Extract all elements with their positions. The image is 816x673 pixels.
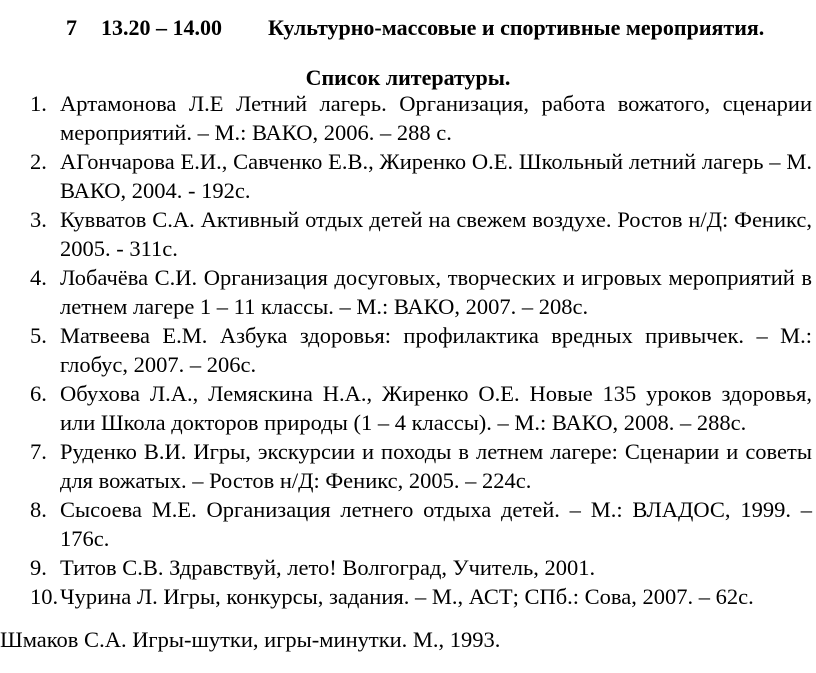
list-item [0, 89, 812, 147]
list-item [0, 582, 812, 611]
list-item-number: 2. [30, 149, 47, 174]
list-item-text: Матвеева Е.М. Азбука здоровья: профилактика вредных привычек. – М.: глобус, 2007. – 206с. [60, 323, 812, 377]
list-item [0, 205, 812, 263]
list-item-number: 5. [30, 323, 47, 348]
bibliography-heading: Список литературы. [305, 65, 511, 90]
list-item-number: 9. [30, 555, 47, 580]
list-item-text: Чурина Л. Игры, конкурсы, задания. – М., АСТ; СПб.: Сова, 2007. – 62с. [60, 584, 754, 609]
schedule-time: 13.20 – 14.00 [101, 15, 222, 40]
list-item-text: Титов С.В. Здравствуй, лето! Волгоград, Учитель, 2001. [60, 555, 596, 580]
schedule-number: 7 [66, 15, 77, 40]
list-item [0, 147, 812, 205]
list-item-text: Руденко В.И. Игры, экскурсии и походы в летнем лагере: Сценарии и советы для вожатых. – Ростов н/Д: Феникс, 2005. – 224с. [60, 439, 812, 493]
unnumbered-reference: Шмаков С.А. Игры-шутки, игры-минутки. М., 1993. [0, 627, 501, 652]
list-item-number: 10. [30, 584, 59, 609]
schedule-activity: Культурно-массовые и спортивные мероприятия. [268, 15, 765, 40]
list-item-text: Обухова Л.А., Лемяскина Н.А., Жиренко О.Е. Новые 135 уроков здоровья, или Школа докторов природы (1 – 4 классы). – М.: ВАКО, 2008. – 288с. [60, 381, 812, 435]
list-item [0, 495, 812, 553]
list-item-text: Лобачёва С.И. Организация досуговых, творческих и игровых мероприятий в летнем лагере 1 – 11 классы. – М.: ВАКО, 2007. – 208с. [60, 265, 812, 319]
list-item-number: 7. [30, 439, 47, 464]
bibliography-list [0, 89, 816, 611]
list-item [0, 263, 812, 321]
list-item-text: Сысоева М.Е. Организация летнего отдыха детей. – М.: ВЛАДОС, 1999. – 176с. [60, 497, 812, 551]
list-item-number: 3. [30, 207, 47, 232]
list-item [0, 553, 812, 582]
list-item [0, 437, 812, 495]
list-item-text: Кувватов С.А. Активный отдых детей на свежем воздухе. Ростов н/Д: Феникс, 2005. - 311с. [60, 207, 812, 261]
list-item-number: 8. [30, 497, 47, 522]
list-item-text: Артамонова Л.Е Летний лагерь. Организация, работа вожатого, сценарии мероприятий. – М.: ВАКО, 2006. – 288 с. [60, 91, 812, 145]
list-item [0, 379, 812, 437]
list-item [0, 321, 812, 379]
list-item-text: АГончарова Е.И., Савченко Е.В., Жиренко О.Е. Школьный летний лагерь – М. ВАКО, 2004. - 192с. [60, 149, 812, 203]
list-item-number: 1. [30, 91, 47, 116]
list-item-number: 4. [30, 265, 47, 290]
list-item-number: 6. [30, 381, 47, 406]
